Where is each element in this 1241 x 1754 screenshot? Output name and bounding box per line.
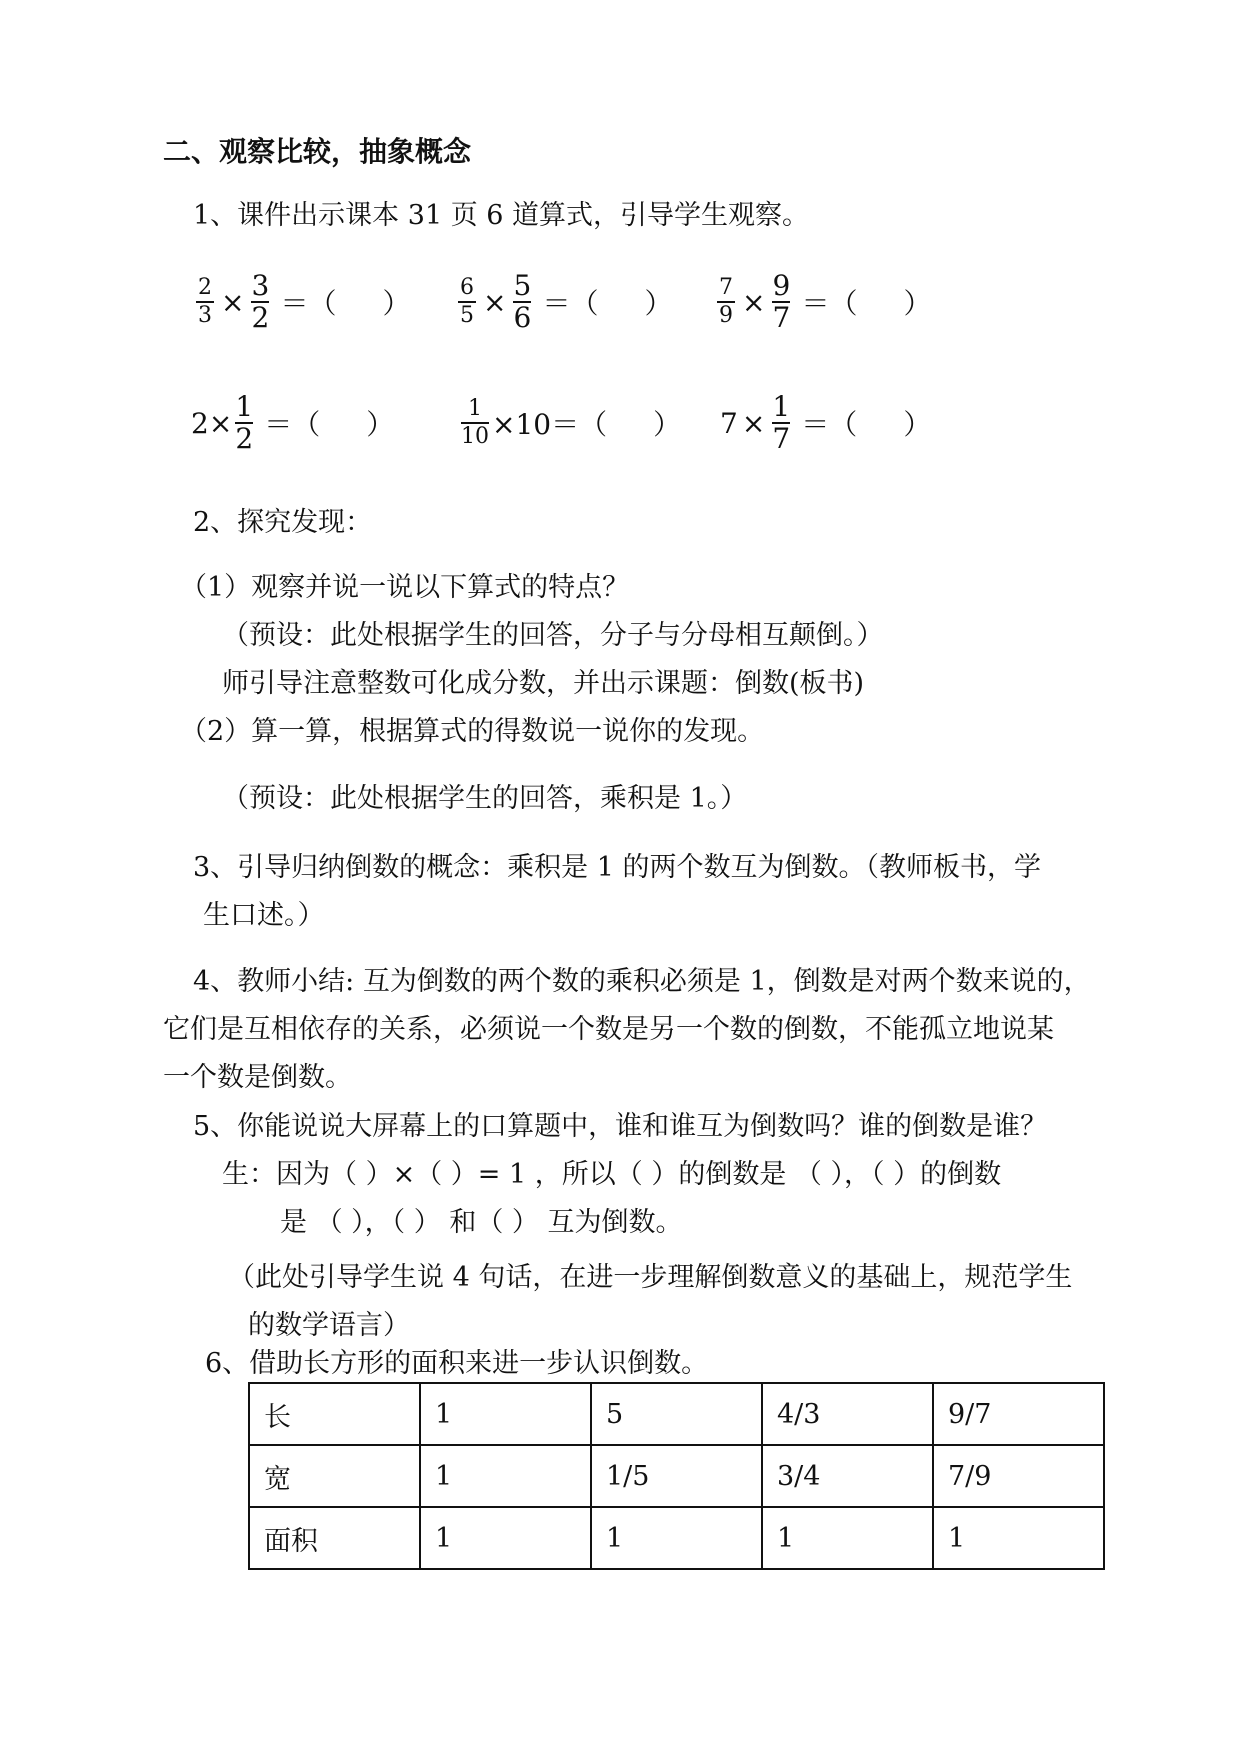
- paragraph-5-answer-line-2: 是 （ ），（ ） 和（ ） 互为倒数。: [280, 1207, 683, 1238]
- multiply-sign: ×: [221, 285, 245, 319]
- paragraph-2-2: （2）算一算，根据算式的得数说一说你的发现。: [180, 716, 765, 747]
- table-cell: 1: [591, 1507, 762, 1569]
- paragraph-4-line-1: 4、教师小结: 互为倒数的两个数的乘积必须是 1，倒数是对两个数来说的，: [193, 966, 1091, 997]
- table-row: [249, 1445, 1104, 1507]
- fraction: $\frac{7}{9}$: [719, 275, 733, 328]
- table-cell: 1: [933, 1507, 1104, 1569]
- equation-6: 7 × $\frac{1}{7}$ ＝（ ）: [720, 390, 932, 455]
- table-cell: 1: [420, 1507, 591, 1569]
- paragraph-2: 2、探究发现：: [193, 507, 373, 538]
- paragraph-2-1-preset: （预设：此处根据学生的回答，分子与分母相互颠倒。）: [222, 620, 884, 651]
- equation-1: $\frac{2}{3}$ × $\frac{3}{2}$ ＝（ ）: [198, 269, 411, 334]
- paragraph-5-note-line-2: 的数学语言）: [248, 1310, 410, 1341]
- fraction: $\frac{1}{2}$: [235, 390, 254, 455]
- table-row: [249, 1507, 1104, 1569]
- table-cell: 4/3: [762, 1383, 933, 1445]
- area-table: [248, 1382, 1105, 1570]
- fraction: $\frac{3}{2}$: [251, 269, 270, 334]
- table-cell: 1: [762, 1507, 933, 1569]
- equation-2: $\frac{6}{5}$ × $\frac{5}{6}$ ＝（ ）: [460, 269, 673, 334]
- table-cell: 长: [249, 1383, 420, 1445]
- multiply-sign: ×: [483, 285, 507, 319]
- paragraph-3-line-1: 3、引导归纳倒数的概念：乘积是 1 的两个数互为倒数。（教师板书，学: [193, 852, 1042, 883]
- fraction: $\frac{6}{5}$: [460, 275, 474, 328]
- fraction: $\frac{1}{7}$: [772, 390, 791, 455]
- table-cell: 7/9: [933, 1445, 1104, 1507]
- table-cell: 面积: [249, 1507, 420, 1569]
- multiply-sign: ×: [741, 406, 766, 440]
- table-cell: 宽: [249, 1445, 420, 1507]
- table-cell: 5: [591, 1383, 762, 1445]
- equation-3: $\frac{7}{9}$ × $\frac{9}{7}$ ＝（ ）: [719, 269, 932, 334]
- equation-5: $\frac{1}{10}$ ×10＝（ ）: [461, 396, 682, 449]
- table-cell: 3/4: [762, 1445, 933, 1507]
- paragraph-6: 6、借助长方形的面积来进一步认识倒数。: [205, 1348, 709, 1379]
- paragraph-2-1: （1）观察并说一说以下算式的特点？: [180, 572, 630, 603]
- paragraph-5: 5、你能说说大屏幕上的口算题中，谁和谁互为倒数吗？谁的倒数是谁？: [193, 1111, 1048, 1142]
- table-cell: 1/5: [591, 1445, 762, 1507]
- paragraph-3-line-2: 生口述。）: [203, 900, 325, 931]
- table-cell: 9/7: [933, 1383, 1104, 1445]
- equation-4: 2× $\frac{1}{2}$ ＝（ ）: [191, 390, 395, 455]
- fraction: $\frac{1}{10}$: [461, 396, 489, 449]
- paragraph-5-note-line-1: （此处引导学生说 4 句话，在进一步理解倒数意义的基础上，规范学生: [228, 1262, 1073, 1293]
- paragraph-4-line-3: 一个数是倒数。: [163, 1062, 352, 1093]
- section-heading: 二、观察比较，抽象概念: [163, 135, 472, 168]
- paragraph-5-answer-line-1: 生：因为（ ）×（ ）= 1 ，所以（ ）的倒数是 （ ），（ ）的倒数: [222, 1159, 1002, 1190]
- paragraph-2-1-teacher: 师引导注意整数可化成分数，并出示课题：倒数(板书): [222, 668, 865, 699]
- paragraph-2-2-preset: （预设：此处根据学生的回答，乘积是 1。）: [222, 783, 748, 814]
- paragraph-1: 1、课件出示课本 31 页 6 道算式，引导学生观察。: [193, 200, 810, 231]
- multiply-sign: ×: [742, 285, 766, 319]
- table-cell: 1: [420, 1445, 591, 1507]
- table-row: [249, 1383, 1104, 1445]
- fraction: $\frac{2}{3}$: [198, 275, 212, 328]
- fraction: $\frac{5}{6}$: [513, 269, 532, 334]
- fraction: $\frac{9}{7}$: [772, 269, 791, 334]
- paragraph-4-line-2: 它们是互相依存的关系，必须说一个数是另一个数的倒数，不能孤立地说某: [163, 1014, 1054, 1045]
- table-cell: 1: [420, 1383, 591, 1445]
